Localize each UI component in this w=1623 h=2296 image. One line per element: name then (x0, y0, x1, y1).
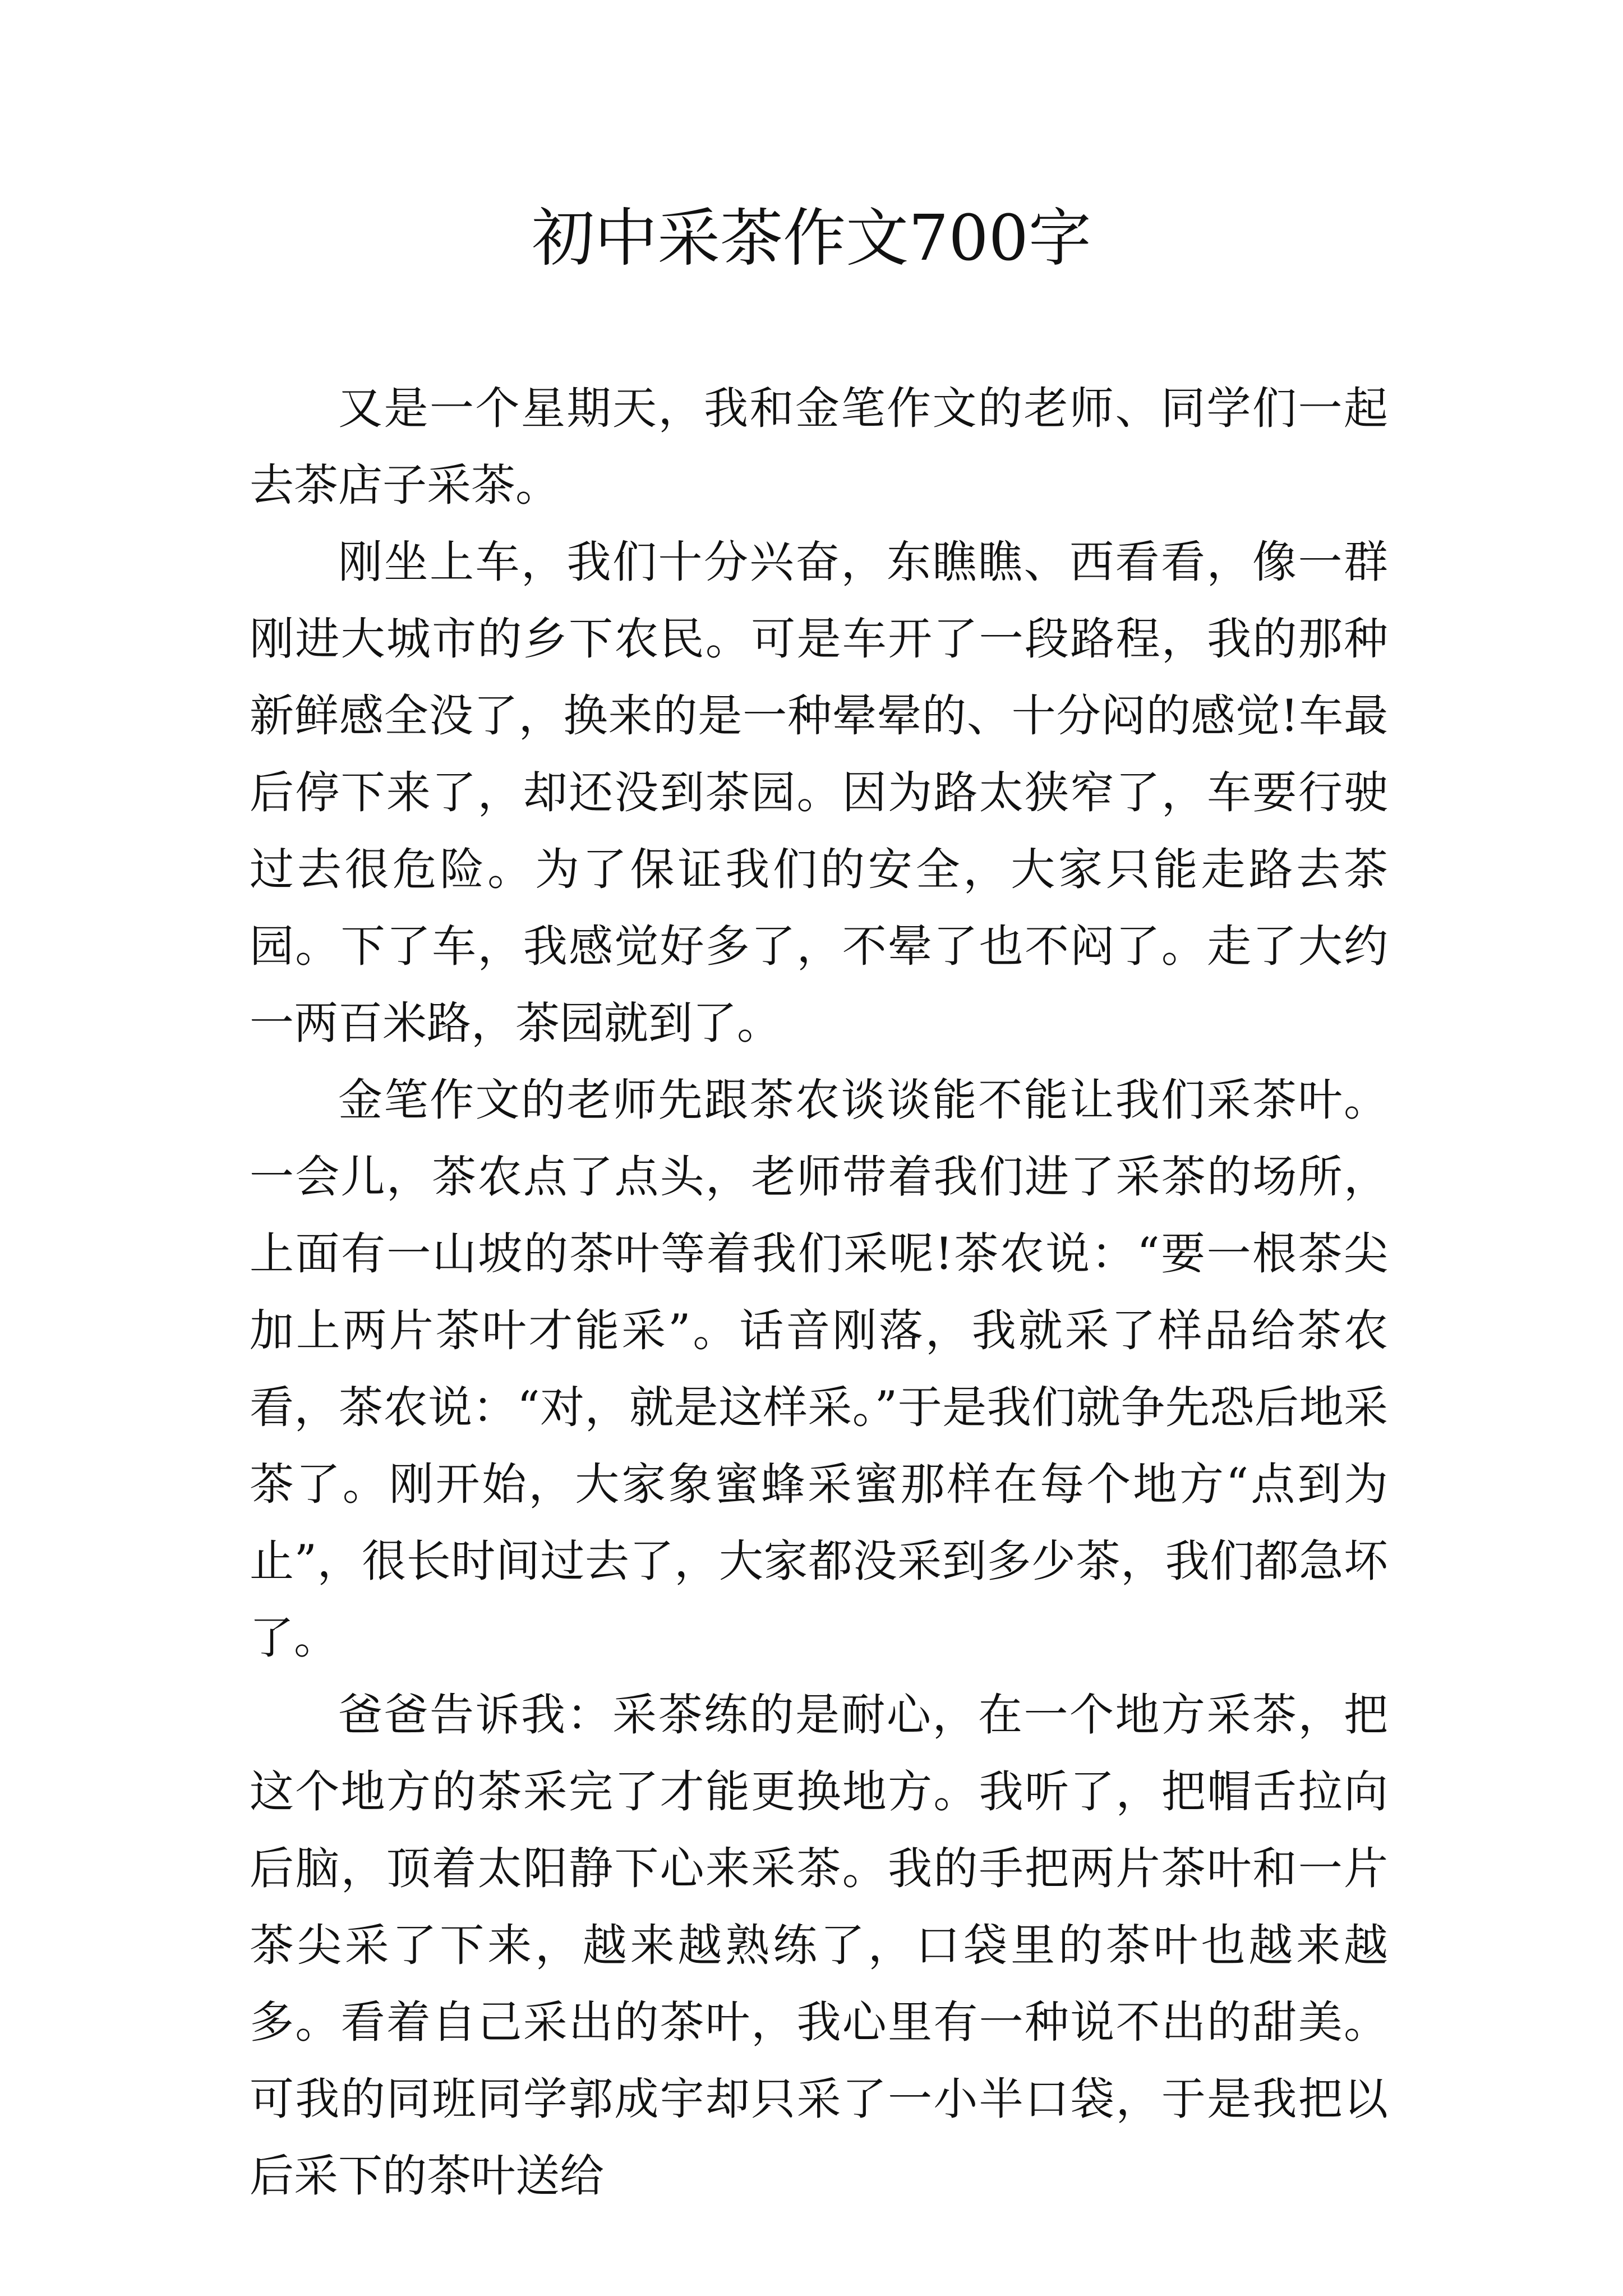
paragraph-3: 金笔作文的老师先跟茶农谈谈能不能让我们采茶叶。一会儿，茶农点了点头，老师带着我们进了采茶的场所，上面有一山坡的茶叶等着我们采呢!茶农说：“要一根茶尖加上两片茶叶才能采”。话音刚落，我就采了样品给茶农看，茶农说：“对，就是这样采。”于是我们就争先恐后地采茶了。刚开始，大家象蜜蜂采蜜那样在每个地方“点到为止”，很长时间过去了，大家都没采到多少茶，我们都急坏了。 (250, 1074, 1388, 1664)
paragraph-4: 爸爸告诉我：采茶练的是耐心，在一个地方采茶，把这个地方的茶采完了才能更换地方。我听了，把帽舌拉向后脑，顶着太阳静下心来采茶。我的手把两片茶叶和一片茶尖采了下来，越来越熟练了，口袋里的茶叶也越来越多。看着自己采出的茶叶，我心里有一种说不出的甜美。可我的同班同学郭成宇却只采了一小半口袋，于是我把以后采下的茶叶送给 (250, 1689, 1388, 2202)
document-body (250, 370, 1388, 2215)
paragraph-1: 又是一个星期天，我和金笔作文的老师、同学们一起去茶店子采茶。 (250, 383, 1388, 511)
document-title: 初中采茶作文700字 (532, 202, 1091, 275)
paragraph-2: 刚坐上车，我们十分兴奋，东瞧瞧、西看看，像一群刚进大城市的乡下农民。可是车开了一段路程，我的那种新鲜感全没了，换来的是一种晕晕的、十分闷的感觉!车最后停下来了，却还没到茶园。因为路太狭窄了，车要行驶过去很危险。为了保证我们的安全，大家只能走路去茶园。下了车，我感觉好多了，不晕了也不闷了。走了大约一两百米路，茶园就到了。 (250, 536, 1388, 1049)
